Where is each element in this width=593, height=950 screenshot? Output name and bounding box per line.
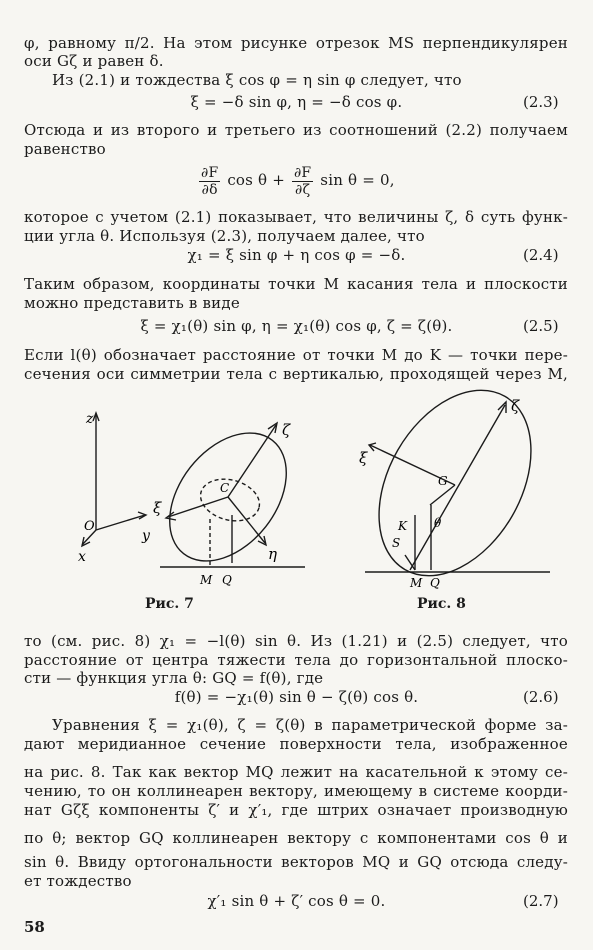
text-line: то (см. рис. 8) χ₁ = −l(θ) sin θ. Из (1.21) и (2.5) следует, что: [24, 632, 568, 650]
text-line: sin θ. Ввиду ортогональности векторов MQ и GQ отсюда следу-: [24, 853, 568, 871]
axis-label: z: [86, 411, 94, 427]
point-label: G: [438, 474, 448, 488]
text-line: чению, то он коллинеарен вектору, имеющему в системе коорди-: [24, 782, 568, 800]
text-line: Из (2.1) и тождества ξ cos φ = η sin φ следует, что: [52, 71, 462, 89]
figure-7: [70, 385, 320, 610]
text-line: ет тождество: [24, 872, 132, 890]
point-label: K: [398, 519, 407, 533]
fraction-numerator: ∂F: [293, 164, 312, 181]
axis-label: ξ: [359, 449, 368, 467]
text-line: сечения оси симметрии тела с вертикалью, проходящей через M,: [24, 365, 568, 383]
text-line: дают меридианное сечение поверхности тела, изображенное: [24, 735, 568, 753]
page-number: 58: [24, 918, 45, 936]
fraction-denominator: ∂δ: [201, 181, 218, 198]
axis-label: y: [142, 528, 150, 544]
axis-label: ζ: [282, 421, 291, 439]
text-line: Уравнения ξ = χ₁(θ), ζ = ζ(θ) в параметрической форме за-: [52, 716, 568, 734]
point-label: S: [392, 536, 401, 550]
text-line: Отсюда и из второго и третьего из соотношений (2.2) получаем: [24, 121, 568, 139]
point-label: M: [200, 573, 213, 587]
text-line: расстояние от центра тяжести тела до горизонтальной плоско-: [24, 651, 568, 669]
text-line: по θ; вектор GQ коллинеарен вектору с компонентами cos θ и: [24, 829, 568, 847]
equation-number: (2.4): [523, 246, 559, 264]
equation-partial: [197, 160, 395, 200]
equation-2-4: χ₁ = ξ sin φ + η cos φ = −δ.: [187, 246, 406, 264]
text-line: оси Gζ и равен δ.: [24, 52, 164, 70]
equation-part: cos θ +: [227, 171, 285, 189]
text-line: сти — функция угла θ: GQ = f(θ), где: [24, 669, 324, 687]
text-line: на рис. 8. Так как вектор MQ лежит на касательной к этому се-: [24, 763, 568, 781]
figure-7-caption: Рис. 7: [145, 596, 194, 612]
point-label: M: [410, 576, 423, 590]
figure-8-caption: Рис. 8: [417, 596, 466, 612]
equation-2-5: ξ = χ₁(θ) sin φ, η = χ₁(θ) cos φ, ζ = ζ(θ).: [140, 317, 453, 335]
axis-label: O: [84, 519, 95, 534]
equation-number: (2.3): [523, 93, 559, 111]
text-line: ции угла θ. Используя (2.3), получаем далее, что: [24, 227, 425, 245]
equation-part: sin θ = 0,: [320, 171, 395, 189]
fraction-denominator: ∂ζ: [295, 181, 311, 198]
figure-8: [335, 385, 565, 595]
text-line: которое с учетом (2.1) показывает, что величины ζ, δ суть функ-: [24, 208, 568, 226]
equation-number: (2.7): [523, 892, 559, 910]
equation-2-7: χ′₁ sin θ + ζ′ cos θ = 0.: [207, 892, 386, 910]
point-label: Q: [430, 576, 440, 590]
angle-label: θ: [434, 516, 442, 530]
text-line: φ, равному π/2. На этом рисунке отрезок MS перпендикулярен: [24, 34, 568, 52]
text-line: Если l(θ) обозначает расстояние от точки M до K — точки пере-: [24, 346, 568, 364]
text-line: нат Gζξ компоненты ζ′ и χ′₁, где штрих означает производную: [24, 801, 568, 819]
axis-label: ζ: [511, 397, 520, 415]
axis-label: η: [268, 545, 277, 563]
axis-label: ξ: [153, 499, 162, 517]
text-line: можно представить в виде: [24, 294, 240, 312]
axis-label: x: [78, 549, 86, 565]
point-label: C: [220, 481, 230, 495]
fraction-numerator: ∂F: [201, 164, 219, 181]
equation-number: (2.6): [523, 688, 559, 706]
equation-2-6: f(θ) = −χ₁(θ) sin θ − ζ(θ) cos θ.: [174, 688, 419, 706]
text-line: Таким образом, координаты точки M касания тела и плоскости: [24, 275, 568, 293]
text-line: равенство: [24, 140, 106, 158]
equation-2-3: ξ = −δ sin φ, η = −δ cos φ.: [190, 93, 403, 111]
point-label: Q: [222, 573, 232, 587]
equation-number: (2.5): [523, 317, 559, 335]
